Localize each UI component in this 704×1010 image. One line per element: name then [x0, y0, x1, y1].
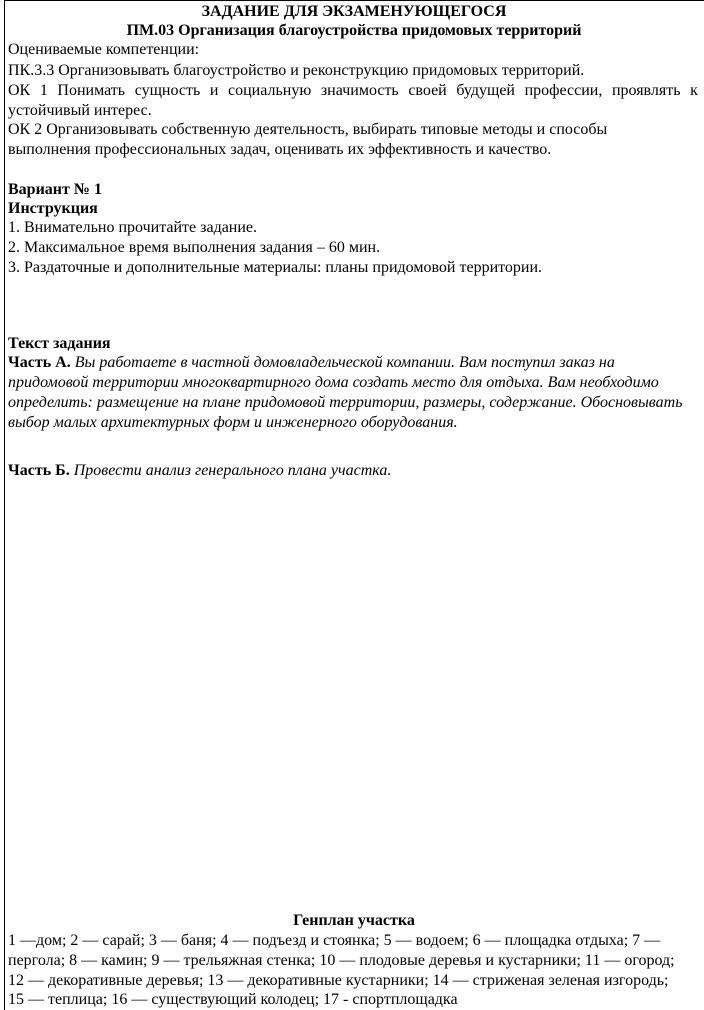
plan-legend-line-3: 12 — декоративные деревья; 13 — декоративные кустарники; 14 — стриженая зеленая изгородь;: [8, 972, 669, 989]
ok1-word: ОК: [8, 82, 31, 99]
part-a-line-3: определить: размещение на плане придомовой территории, размеры, содержание. Обосновывать: [8, 394, 683, 411]
ok1-word: проявлять: [611, 82, 681, 99]
ok1-word: значимость: [320, 82, 399, 99]
competency-ok1-continuation: устойчивый интерес.: [8, 102, 152, 119]
part-a-line-2: придомовой территории многоквартирного дома создать место для отдыха. Вам необходимо: [8, 374, 659, 391]
ok1-word: профессии,: [524, 82, 603, 99]
part-a-line-4: выбор малых архитектурных форм и инженерного оборудования.: [8, 414, 458, 431]
ok1-word: будущей: [456, 82, 515, 99]
ok1-word: к: [690, 82, 698, 99]
ok1-word: сущность: [134, 82, 201, 99]
competencies-heading: Оцениваемые компетенции:: [8, 41, 200, 58]
ok1-word: социальную: [228, 82, 312, 99]
ok1-word: 1: [39, 82, 48, 99]
frame-top-border: [4, 0, 704, 1]
instruction-item-1: 1. Внимательно прочитайте задание.: [8, 219, 258, 236]
ok1-word: и: [209, 82, 219, 99]
document-title: ЗАДАНИЕ ДЛЯ ЭКЗАМЕНУЮЩЕГОСЯ: [201, 3, 507, 20]
instruction-heading: Инструкция: [8, 200, 98, 217]
plan-heading: Генплан участка: [293, 912, 415, 929]
ok1-word: Понимать: [57, 82, 126, 99]
competency-ok1-line: [8, 81, 698, 100]
competency-ok2-line-2: выполнения профессиональных задач, оценивать их эффективность и качество.: [8, 141, 552, 158]
frame-left-border: [4, 0, 5, 1010]
competency-pk33: ПК.3.3 Организовывать благоустройство и реконструкцию придомовых территорий.: [8, 62, 585, 79]
part-b-text: Провести анализ генерального плана участка.: [69, 462, 392, 479]
part-b-label: Часть Б.: [8, 462, 70, 479]
variant-title: Вариант № 1: [8, 181, 102, 198]
part-a-line-1: [8, 353, 704, 372]
plan-legend-line-4: 15 — теплица; 16 — существующий колодец; 17 - спортплощадка: [8, 991, 458, 1008]
competency-ok2-line-1: ОК 2 Организовывать собственную деятельность, выбирать типовые методы и способы: [8, 121, 608, 138]
ok1-word: своей: [408, 82, 447, 99]
task-heading: Текст задания: [8, 335, 111, 352]
document-subtitle: ПМ.03 Организация благоустройства придомовых территорий: [126, 22, 582, 39]
part-a-text-1: Вы работаете в частной домовладельческой компании. Вам поступил заказ на: [70, 354, 615, 371]
instruction-item-2: 2. Максимальное время выполнения задания – 60 мин.: [8, 239, 381, 256]
part-b-line: [8, 461, 391, 480]
part-a-label: Часть А.: [8, 354, 71, 371]
plan-legend-line-1: 1 —дом; 2 — сарай; 3 — баня; 4 — подъезд и стоянка; 5 — водоем; 6 — площадка отдыха; 7 —: [8, 932, 661, 949]
instruction-item-3: 3. Раздаточные и дополнительные материалы: планы придомовой территории.: [8, 259, 543, 276]
plan-legend-line-2: пергола; 8 — камин; 9 — трельяжная стенка; 10 — плодовые деревья и кустарники; 11 — огород;: [8, 952, 675, 969]
